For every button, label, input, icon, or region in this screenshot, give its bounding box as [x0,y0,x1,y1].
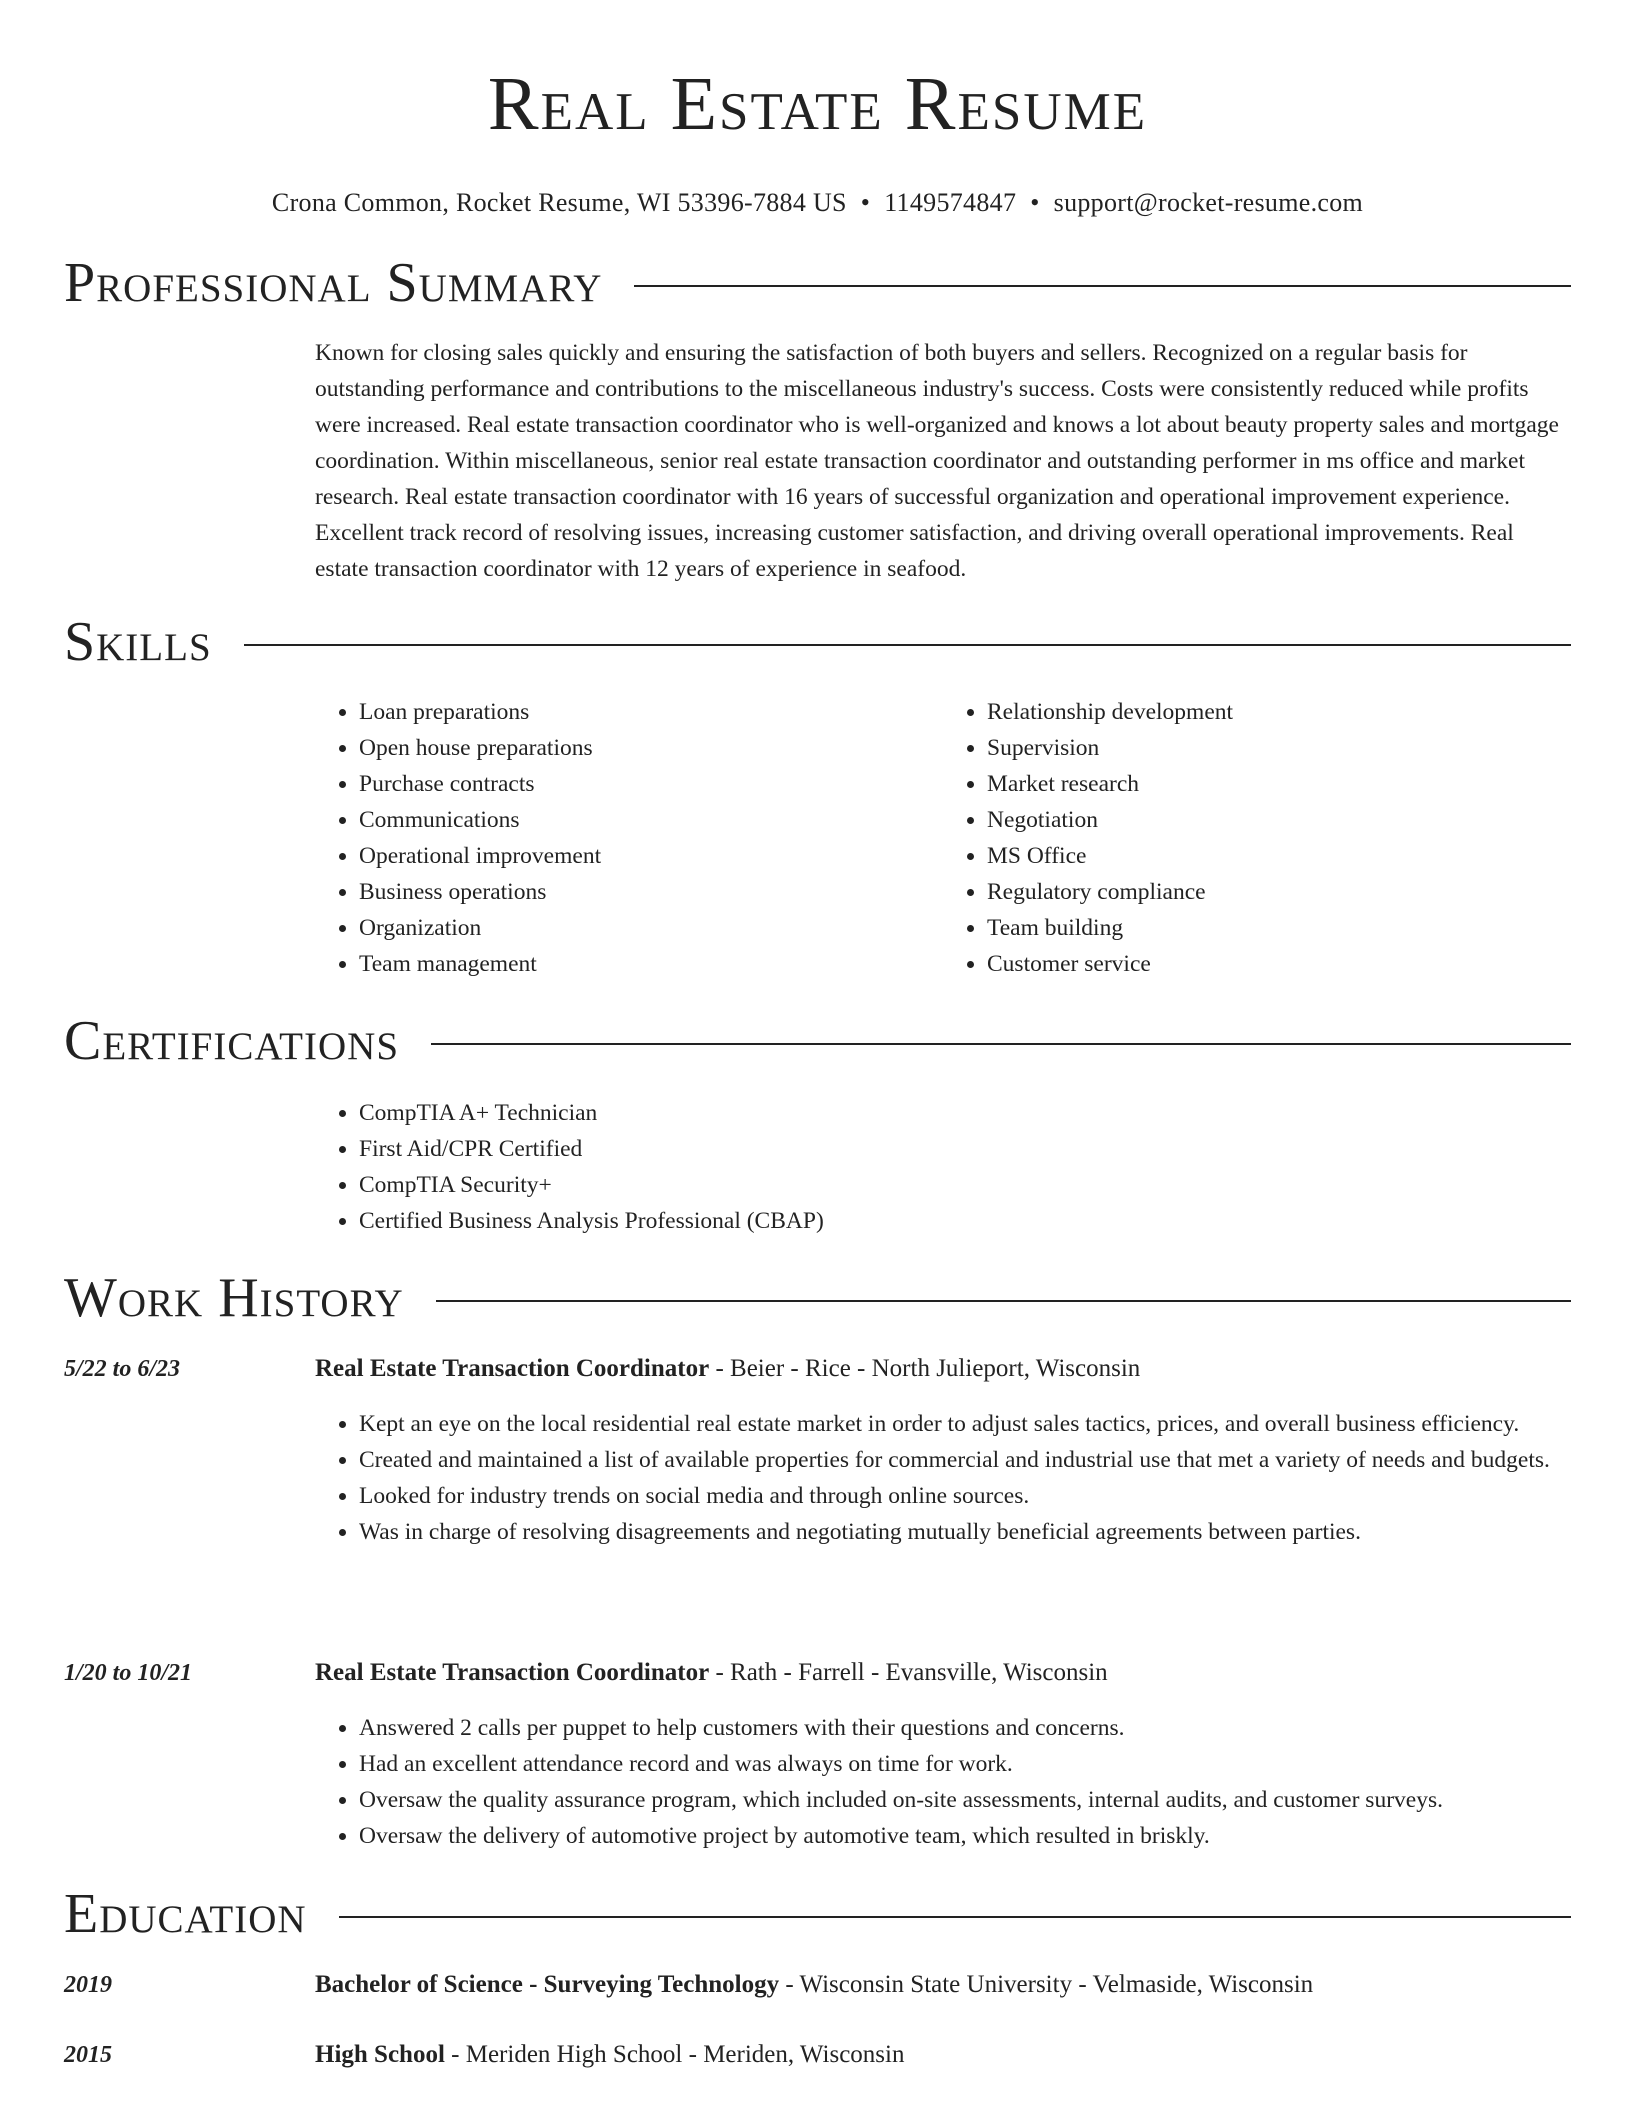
resume-page [64,0,1571,2068]
skill-item: • Organization [359,910,943,946]
job-title: Real Estate Transaction Coordinator [315,1659,710,1686]
skill-item: • MS Office [987,838,1571,874]
job-heading [315,1659,1108,1687]
job-bullets [315,1406,1571,1550]
skill-item: • Operational improvement [359,838,943,874]
section-divider [431,1043,1571,1045]
job-employer-location: - Beier - Rice - North Julieport, Wisconsin [709,1355,1141,1382]
certifications-section-header [64,1010,1571,1072]
section-divider [436,1300,1571,1302]
section-divider [244,644,1571,646]
job-bullet: • Created and maintained a list of available properties for commercial and industrial use that met a variety of needs and budgets. [359,1442,1571,1478]
job-dates: 1/20 to 10/21 [64,1660,193,1686]
certification-item: • CompTIA Security+ [359,1167,1571,1203]
section-heading: Professional Summary [64,252,603,314]
job-bullets [315,1710,1571,1854]
contact-line [64,188,1571,218]
job-heading [315,1355,1140,1383]
job-bullet: • Was in charge of resolving disagreements and negotiating mutually beneficial agreements between parties. [359,1514,1571,1550]
skill-item: • Business operations [359,874,943,910]
skills-section-header [64,611,1571,673]
skill-item: • Relationship development [987,694,1571,730]
skills-list [315,694,1571,982]
separator-dot: • [1030,188,1040,217]
job-bullet: • Looked for industry trends on social media and through online sources. [359,1478,1571,1514]
skill-item: • Team management [359,946,943,982]
work-history-section-header [64,1267,1571,1329]
certifications-items [315,1095,1571,1239]
skill-item: • Negotiation [987,802,1571,838]
skill-item: • Market research [987,766,1571,802]
section-divider [634,285,1571,287]
job-title: Real Estate Transaction Coordinator [315,1355,710,1382]
job-employer-location: - Rath - Farrell - Evansville, Wisconsin [709,1659,1108,1686]
skills-column-right [943,694,1571,982]
education-entry [315,1971,1313,1999]
email: support@rocket-resume.com [1053,188,1364,217]
section-divider [339,1916,1571,1918]
school-location: - Meriden High School - Meriden, Wisconsin [444,2041,905,2068]
certification-item: • Certified Business Analysis Professional (CBAP) [359,1203,1571,1239]
certification-item: • First Aid/CPR Certified [359,1131,1571,1167]
summary-section-header [64,252,1571,314]
job-responsibilities [315,1406,1571,1550]
job-bullet: • Kept an eye on the local residential real estate market in order to adjust sales tactics, prices, and overall business efficiency. [359,1406,1571,1442]
summary-content [315,335,1571,587]
job-responsibilities [315,1710,1571,1854]
certification-item: • CompTIA A+ Technician [359,1095,1571,1131]
job-bullet: • Oversaw the quality assurance program, which included on-site assessments, internal audits, and customer surveys. [359,1782,1571,1818]
job-dates: 5/22 to 6/23 [64,1356,181,1382]
education-year: 2015 [64,2042,112,2068]
skills-column-left [315,694,943,982]
phone: 1149574847 [884,188,1017,217]
job-bullet: • Answered 2 calls per puppet to help customers with their questions and concerns. [359,1710,1571,1746]
skill-item: • Regulatory compliance [987,874,1571,910]
skill-item: • Open house preparations [359,730,943,766]
skill-item: • Communications [359,802,943,838]
skill-item: • Customer service [987,946,1571,982]
certifications-list [315,1095,1571,1239]
education-year: 2019 [64,1972,112,1998]
skill-item: • Loan preparations [359,694,943,730]
section-heading: Skills [64,611,212,673]
section-heading: Education [64,1883,307,1945]
job-bullet: • Oversaw the delivery of automotive project by automotive team, which resulted in briskly. [359,1818,1571,1854]
degree: High School [315,2041,445,2068]
job-bullet: • Had an excellent attendance record and was always on time for work. [359,1746,1571,1782]
section-heading: Work History [64,1267,404,1329]
section-heading: Certifications [64,1010,400,1072]
school-location: - Wisconsin State University - Velmaside, Wisconsin [779,1971,1314,1998]
address: Crona Common, Rocket Resume, WI 53396-7884 US [271,188,847,217]
education-entry [315,2041,904,2069]
skill-item: • Team building [987,910,1571,946]
skill-item: • Purchase contracts [359,766,943,802]
skill-item: • Supervision [987,730,1571,766]
resume-title: Real Estate Resume [487,62,1148,146]
education-section-header [64,1883,1571,1945]
summary-text: Known for closing sales quickly and ensuring the satisfaction of both buyers and sellers. Recognized on a regular basis for outstanding performance and contributions to the miscellaneous industry's success. Costs were consistently reduced while profits were increased. Real estate transaction coordinator who is well-organized and knows a lot about beauty property sales and mortgage coordination. Within miscellaneous, senior real estate transaction coordinator and outstanding performer in ms office and market research. Real estate transaction coordinator with 16 years of successful organization and operational improvement experience. Excellent track record of resolving issues, increasing customer satisfaction, and driving overall operational improvements. Real estate transaction coordinator with 12 years of experience in seafood. [315,340,1559,582]
degree: Bachelor of Science - Surveying Technology [315,1971,780,1998]
separator-dot: • [860,188,871,217]
